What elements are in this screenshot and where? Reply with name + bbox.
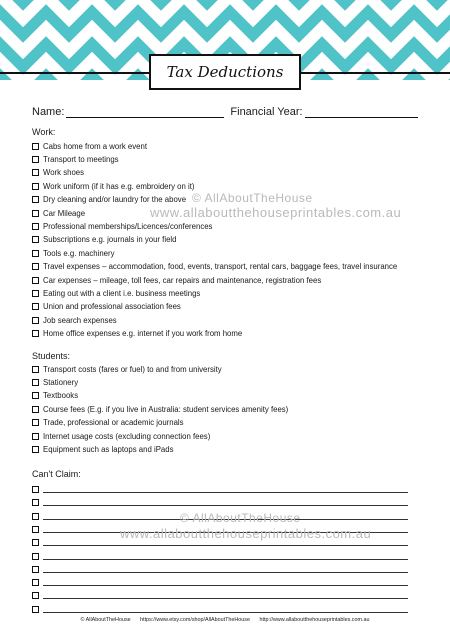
financial-year-field[interactable]	[305, 106, 418, 118]
checkbox[interactable]	[32, 330, 39, 337]
work-item	[32, 314, 117, 326]
work-item-label: Car expenses – mileage, toll fees, car repairs and maintenance, registration fees	[43, 275, 322, 285]
students-item	[32, 363, 222, 375]
checkbox[interactable]	[32, 566, 39, 573]
cant-claim-heading: Can't Claim:	[32, 469, 81, 479]
name-label: Name:	[32, 106, 65, 118]
title-box	[149, 54, 301, 90]
students-item-label: Textbooks	[43, 391, 79, 401]
footer-etsy-link[interactable]: https://www.etsy.com/shop/AllAboutTheHouse	[140, 617, 250, 623]
write-in-line[interactable]	[43, 553, 408, 560]
work-item	[32, 140, 147, 152]
work-item-label: Work shoes	[43, 168, 85, 178]
cant-claim-row	[32, 550, 408, 560]
work-item	[32, 301, 181, 313]
checkbox[interactable]	[32, 183, 39, 190]
checkbox[interactable]	[32, 592, 39, 599]
watermark-copyright-2: © AllAboutTheHouse	[180, 511, 301, 525]
work-item-label: Job search expenses	[43, 315, 117, 325]
checkbox[interactable]	[32, 433, 39, 440]
work-item-label: Union and professional association fees	[43, 302, 181, 312]
students-item	[32, 390, 78, 402]
work-item-label: Home office expenses e.g. internet if you work from home	[43, 329, 243, 339]
footer	[0, 617, 450, 623]
write-in-line[interactable]	[43, 592, 408, 599]
students-item	[32, 443, 173, 455]
checkbox[interactable]	[32, 419, 39, 426]
work-item-label: Dry cleaning and/or laundry for the above	[43, 195, 187, 205]
write-in-line[interactable]	[43, 499, 408, 506]
work-item-label: Cabs home from a work event	[43, 141, 148, 151]
checkbox[interactable]	[32, 290, 39, 297]
work-heading: Work:	[32, 127, 56, 137]
checkbox[interactable]	[32, 606, 39, 613]
work-item	[32, 207, 85, 219]
checkbox[interactable]	[32, 143, 39, 150]
work-item-label: Tools e.g. machinery	[43, 248, 115, 258]
watermark-url: www.allaboutthehouseprintables.com.au	[150, 205, 402, 220]
students-item-label: Trade, professional or academic journals	[43, 418, 184, 428]
cant-claim-row	[32, 576, 408, 586]
cant-claim-row	[32, 483, 408, 493]
footer-website-link[interactable]: http://www.allaboutthehouseprintables.com.au	[259, 617, 370, 623]
work-item	[32, 194, 186, 206]
checkbox[interactable]	[32, 196, 39, 203]
name-year-row	[32, 104, 418, 118]
checkbox[interactable]	[32, 366, 39, 373]
work-item-label: Car Mileage	[43, 208, 86, 218]
work-item	[32, 261, 397, 273]
write-in-line[interactable]	[43, 606, 408, 613]
page-title: Tax Deductions	[166, 63, 284, 81]
cant-claim-row	[32, 563, 408, 573]
students-item-label: Internet usage costs (excluding connection fees)	[43, 431, 211, 441]
students-item	[32, 417, 184, 429]
checkbox[interactable]	[32, 169, 39, 176]
cant-claim-row	[32, 603, 408, 613]
checkbox[interactable]	[32, 539, 39, 546]
checkbox[interactable]	[32, 223, 39, 230]
students-item-label: Course fees (E.g. if you live in Australia: student services amenity fees)	[43, 404, 289, 414]
footer-copyright: © AllAboutTheHouse	[80, 617, 131, 623]
students-item	[32, 403, 288, 415]
work-item	[32, 247, 115, 259]
work-item	[32, 180, 195, 192]
cant-claim-row	[32, 589, 408, 599]
checkbox[interactable]	[32, 392, 39, 399]
checkbox[interactable]	[32, 513, 39, 520]
work-item	[32, 274, 321, 286]
checkbox[interactable]	[32, 263, 39, 270]
watermark-copyright: © AllAboutTheHouse	[192, 191, 313, 205]
checkbox[interactable]	[32, 379, 39, 386]
work-item	[32, 287, 200, 299]
checkbox[interactable]	[32, 210, 39, 217]
checkbox[interactable]	[32, 526, 39, 533]
cant-claim-row	[32, 496, 408, 506]
work-item-label: Transport to meetings	[43, 154, 119, 164]
work-item-label: Travel expenses – accommodation, food, events, transport, rental cars, baggage fees, travel insurance	[43, 262, 398, 272]
checkbox[interactable]	[32, 446, 39, 453]
work-item	[32, 220, 212, 232]
write-in-line[interactable]	[43, 486, 408, 493]
work-item-label: Professional memberships/Licences/conferences	[43, 221, 213, 231]
checkbox[interactable]	[32, 486, 39, 493]
students-item-label: Stationery	[43, 377, 79, 387]
work-item	[32, 153, 119, 165]
checkbox[interactable]	[32, 553, 39, 560]
checkbox[interactable]	[32, 236, 39, 243]
checkbox[interactable]	[32, 317, 39, 324]
checkbox[interactable]	[32, 579, 39, 586]
work-item	[32, 167, 84, 179]
financial-year-label: Financial Year:	[230, 106, 303, 118]
checkbox[interactable]	[32, 277, 39, 284]
checkbox[interactable]	[32, 156, 39, 163]
write-in-line[interactable]	[43, 579, 408, 586]
work-item	[32, 234, 176, 246]
students-item-label: Equipment such as laptops and iPads	[43, 444, 174, 454]
checkbox[interactable]	[32, 303, 39, 310]
work-item-label: Subscriptions e.g. journals in your field	[43, 235, 177, 245]
work-item-label: Eating out with a client i.e. business meetings	[43, 288, 201, 298]
students-item	[32, 430, 210, 442]
work-item	[32, 328, 242, 340]
checkbox[interactable]	[32, 250, 39, 257]
students-heading: Students:	[32, 351, 71, 361]
checkbox[interactable]	[32, 406, 39, 413]
work-item-label: Work uniform (if it has e.g. embroidery on it)	[43, 181, 195, 191]
students-item-label: Transport costs (fares or fuel) to and from university	[43, 364, 222, 374]
students-item	[32, 376, 78, 388]
write-in-line[interactable]	[43, 566, 408, 573]
checkbox[interactable]	[32, 499, 39, 506]
watermark-url-2: www.allaboutthehouseprintables.com.au	[120, 526, 372, 541]
name-field[interactable]	[66, 106, 224, 118]
